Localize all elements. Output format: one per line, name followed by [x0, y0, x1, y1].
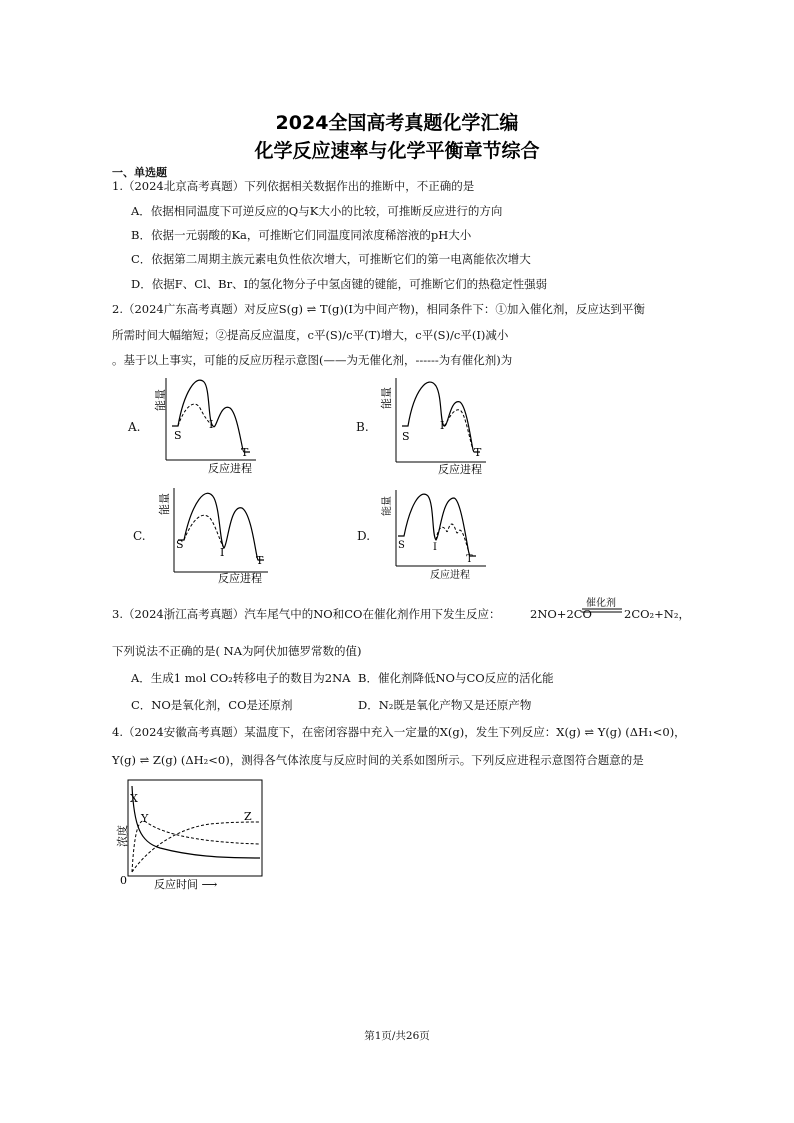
svg-text:能量: 能量	[382, 496, 393, 516]
q2-option-a-label: A.	[128, 420, 141, 434]
diagram-c	[154, 482, 274, 588]
svg-text:反应时间 ⟶: 反应时间 ⟶	[154, 878, 218, 891]
svg-text:X: X	[130, 792, 138, 805]
q3-equation-left: 2NO+2CO	[530, 607, 592, 621]
q2-option-c-label: C.	[133, 529, 146, 543]
q4-concentration-graph	[110, 776, 270, 892]
svg-text:反应进程: 反应进程	[438, 463, 482, 476]
page-subtitle: 化学反应速率与化学平衡章节综合	[254, 140, 540, 162]
q1-option-c: C．依据第二周期主族元素电负性依次增大，可推断它们的第一电离能依次增大	[131, 252, 531, 266]
q4-line2: Y(g) ⇌ Z(g) (ΔH₂<0)，测得各气体浓度与反应时间的关系如图所示。下列反应进程示意图符合题意的是	[112, 753, 644, 767]
svg-text:0: 0	[120, 874, 127, 887]
q1-option-d: D．依据F、Cl、Br、I的氢化物分子中氢卤键的键能，可推断它们的热稳定性强弱	[131, 277, 548, 291]
q3-equation-catalyst: 催化剂	[586, 598, 616, 609]
svg-text:能量: 能量	[158, 493, 171, 515]
q3-equals-arrow	[582, 608, 622, 614]
q3-option-c: C．NO是氧化剂，CO是还原剂	[131, 698, 293, 712]
svg-text:浓度: 浓度	[116, 825, 129, 847]
svg-text:Z: Z	[244, 810, 252, 823]
q1-option-b: B．依据一元弱酸的Ka，可推断它们同温度同浓度稀溶液的pH大小	[131, 228, 472, 242]
svg-text:反应进程: 反应进程	[430, 570, 470, 581]
q3-option-a: A．生成1 mol CO₂转移电子的数目为2NA	[131, 671, 351, 685]
diagram-a	[144, 372, 264, 474]
svg-text:T: T	[241, 446, 249, 459]
page-title: 2024全国高考真题化学汇编	[275, 112, 519, 134]
svg-text:反应进程: 反应进程	[218, 572, 262, 585]
q4-line1: 4.（2024安徽高考真题）某温度下，在密闭容器中充入一定量的X(g)，发生下列反应：X(g) ⇌ Y(g) (ΔH₁<0)，	[112, 725, 686, 739]
svg-text:I: I	[433, 542, 437, 553]
diagram-d	[374, 484, 494, 582]
q1-stem: 1.（2024北京高考真题）下列依据相关数据作出的推断中，不正确的是	[112, 179, 475, 193]
svg-text:I: I	[209, 418, 214, 431]
q3-equation-right: 2CO₂+N₂，	[624, 607, 690, 621]
svg-text:S: S	[398, 540, 405, 551]
svg-text:T: T	[256, 554, 264, 567]
page-footer: 第1页/共26页	[364, 1030, 430, 1042]
svg-text:能量: 能量	[380, 387, 393, 409]
svg-text:I: I	[440, 419, 445, 432]
q3-stem: 3.（2024浙江高考真题）汽车尾气中的NO和CO在催化剂作用下发生反应：	[112, 607, 501, 621]
q2-option-d-label: D.	[357, 529, 371, 543]
q2-line3: 。基于以上事实，可能的反应历程示意图(——为无催化剂，------为有催化剂)为	[112, 353, 513, 367]
q2-option-b-label: B.	[356, 420, 369, 434]
svg-text:Y: Y	[141, 812, 149, 825]
svg-text:S: S	[176, 538, 184, 551]
energy-axis-label: 能量	[154, 389, 167, 411]
q2-line2: 所需时间大幅缩短；②提高反应温度，c平(S)/c平(T)增大，c平(S)/c平(I)减小	[112, 328, 509, 342]
svg-text:S: S	[174, 429, 182, 442]
q3-option-b: B．催化剂降低NO与CO反应的活化能	[358, 671, 554, 685]
svg-text:反应进程: 反应进程	[208, 462, 252, 474]
svg-text:S: S	[402, 430, 410, 443]
svg-text:T: T	[466, 554, 473, 565]
svg-text:I: I	[220, 546, 225, 559]
q3-line2: 下列说法不正确的是( NA为阿伏加德罗常数的值)	[112, 644, 362, 658]
q1-option-a: A．依据相同温度下可逆反应的Q与K大小的比较，可推断反应进行的方向	[131, 204, 503, 218]
section-heading: 一、单选题	[112, 166, 167, 179]
diagram-b	[374, 372, 494, 476]
q3-option-d: D．N₂既是氧化产物又是还原产物	[358, 698, 532, 712]
q2-line1: 2.（2024广东高考真题）对反应S(g) ⇌ T(g)(I为中间产物)，相同条件下：①加入催化剂，反应达到平衡	[112, 302, 645, 316]
svg-text:T: T	[474, 446, 482, 459]
